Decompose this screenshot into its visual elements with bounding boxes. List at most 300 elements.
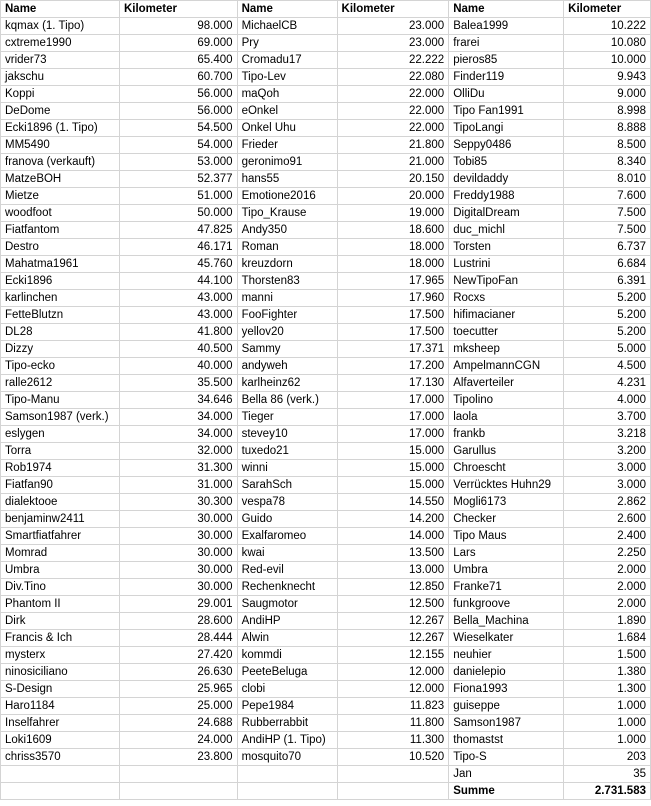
name-cell[interactable]: andyweh	[237, 358, 337, 375]
name-cell[interactable]: Fiatfan90	[1, 477, 120, 494]
kilometer-cell[interactable]: 6.684	[564, 256, 651, 273]
name-cell[interactable]: Tipo Fan1991	[449, 103, 564, 120]
kilometer-cell[interactable]: 43.000	[119, 290, 237, 307]
table-row	[1, 460, 651, 477]
kilometer-cell[interactable]: 1.684	[564, 630, 651, 647]
kilometer-cell[interactable]: 32.000	[119, 443, 237, 460]
kilometer-cell[interactable]: 3.000	[564, 477, 651, 494]
kilometer-cell[interactable]: 25.965	[119, 681, 237, 698]
table-row	[1, 494, 651, 511]
name-cell[interactable]: Tieger	[237, 409, 337, 426]
name-cell[interactable]	[1, 766, 120, 783]
name-cell[interactable]: Phantom II	[1, 596, 120, 613]
name-cell[interactable]: duc_michl	[449, 222, 564, 239]
name-cell[interactable]: Bella 86 (verk.)	[237, 392, 337, 409]
kilometer-cell[interactable]: 1.000	[564, 732, 651, 749]
kilometer-cell[interactable]: 31.300	[119, 460, 237, 477]
kilometer-cell[interactable]: 28.600	[119, 613, 237, 630]
name-cell[interactable]: geronimo91	[237, 154, 337, 171]
empty-cell[interactable]	[119, 783, 237, 800]
name-cell[interactable]: Freddy1988	[449, 188, 564, 205]
name-cell[interactable]: chriss3570	[1, 749, 120, 766]
kilometer-cell[interactable]: 13.500	[337, 545, 449, 562]
kilometer-cell[interactable]: 2.250	[564, 545, 651, 562]
name-cell[interactable]: Jan	[449, 766, 564, 783]
table-row	[1, 596, 651, 613]
kilometer-cell[interactable]: 24.000	[119, 732, 237, 749]
kilometer-cell[interactable]: 69.000	[119, 35, 237, 52]
kilometer-cell[interactable]: 1.890	[564, 613, 651, 630]
name-cell[interactable]: Tipolino	[449, 392, 564, 409]
kilometer-cell[interactable]: 30.000	[119, 579, 237, 596]
empty-cell[interactable]	[337, 783, 449, 800]
name-cell[interactable]: Finder119	[449, 69, 564, 86]
header-row	[1, 1, 651, 18]
name-cell[interactable]: Red-evil	[237, 562, 337, 579]
name-cell[interactable]: Wieselkater	[449, 630, 564, 647]
kilometer-cell[interactable]: 4.500	[564, 358, 651, 375]
name-cell[interactable]: Franke71	[449, 579, 564, 596]
kilometer-cell[interactable]: 9.000	[564, 86, 651, 103]
kilometer-cell[interactable]: 20.150	[337, 171, 449, 188]
name-cell[interactable]: DL28	[1, 324, 120, 341]
kilometer-cell[interactable]: 18.600	[337, 222, 449, 239]
name-cell[interactable]: Fiona1993	[449, 681, 564, 698]
kilometer-cell[interactable]: 3.200	[564, 443, 651, 460]
kilometer-cell[interactable]: 30.300	[119, 494, 237, 511]
name-cell[interactable]: jakschu	[1, 69, 120, 86]
kilometer-cell[interactable]	[337, 766, 449, 783]
kilometer-cell[interactable]: 18.000	[337, 256, 449, 273]
table-row	[1, 426, 651, 443]
kilometer-cell[interactable]: 17.965	[337, 273, 449, 290]
kilometer-cell[interactable]: 22.000	[337, 86, 449, 103]
kilometer-cell[interactable]: 2.600	[564, 511, 651, 528]
name-cell[interactable]: Torra	[1, 443, 120, 460]
name-cell[interactable]: Mietze	[1, 188, 120, 205]
name-cell[interactable]: Koppi	[1, 86, 120, 103]
kilometer-cell[interactable]: 40.000	[119, 358, 237, 375]
table-row	[1, 732, 651, 749]
kilometer-cell[interactable]: 23.000	[337, 18, 449, 35]
table-row	[1, 69, 651, 86]
kilometer-cell[interactable]: 47.825	[119, 222, 237, 239]
kilometer-cell[interactable]: 3.000	[564, 460, 651, 477]
name-cell[interactable]: Onkel Uhu	[237, 120, 337, 137]
kilometer-cell[interactable]: 8.500	[564, 137, 651, 154]
kilometer-cell[interactable]: 1.500	[564, 647, 651, 664]
kilometer-cell[interactable]: 1.000	[564, 698, 651, 715]
kilometer-cell[interactable]: 14.550	[337, 494, 449, 511]
name-cell[interactable]: Tobi85	[449, 154, 564, 171]
name-cell[interactable]: kommdi	[237, 647, 337, 664]
name-cell[interactable]: Saugmotor	[237, 596, 337, 613]
name-cell[interactable]: cxtreme1990	[1, 35, 120, 52]
kilometer-cell[interactable]: 11.823	[337, 698, 449, 715]
kilometer-cell[interactable]: 44.100	[119, 273, 237, 290]
name-cell[interactable]: frarei	[449, 35, 564, 52]
kilometer-cell[interactable]: 17.500	[337, 307, 449, 324]
kilometer-cell[interactable]: 8.340	[564, 154, 651, 171]
name-cell[interactable]: Checker	[449, 511, 564, 528]
name-cell[interactable]: mksheep	[449, 341, 564, 358]
name-cell[interactable]: Lustrini	[449, 256, 564, 273]
name-cell[interactable]: Rob1974	[1, 460, 120, 477]
summary-value[interactable]: 2.731.583	[564, 783, 651, 800]
kilometer-cell[interactable]: 23.800	[119, 749, 237, 766]
name-cell[interactable]: mosquito70	[237, 749, 337, 766]
kilometer-cell[interactable]: 4.231	[564, 375, 651, 392]
kilometer-cell[interactable]: 52.377	[119, 171, 237, 188]
kilometer-cell[interactable]: 17.500	[337, 324, 449, 341]
name-cell[interactable]: Seppy0486	[449, 137, 564, 154]
kilometer-cell[interactable]: 7.500	[564, 205, 651, 222]
name-cell[interactable]: Dizzy	[1, 341, 120, 358]
kilometer-cell[interactable]: 17.960	[337, 290, 449, 307]
name-cell[interactable]: guiseppe	[449, 698, 564, 715]
kilometer-cell[interactable]: 13.000	[337, 562, 449, 579]
kilometer-cell[interactable]: 98.000	[119, 18, 237, 35]
kilometer-cell[interactable]: 22.080	[337, 69, 449, 86]
name-cell[interactable]: Verrücktes Huhn29	[449, 477, 564, 494]
kilometer-cell[interactable]: 7.500	[564, 222, 651, 239]
kilometer-cell[interactable]: 17.000	[337, 392, 449, 409]
name-cell[interactable]: Samson1987	[449, 715, 564, 732]
kilometer-cell[interactable]: 2.000	[564, 562, 651, 579]
name-cell[interactable]: mysterx	[1, 647, 120, 664]
kilometer-cell[interactable]: 46.171	[119, 239, 237, 256]
kilometer-cell[interactable]: 203	[564, 749, 651, 766]
kilometer-cell[interactable]: 17.371	[337, 341, 449, 358]
name-cell[interactable]: benjaminw2411	[1, 511, 120, 528]
kilometer-cell[interactable]: 9.943	[564, 69, 651, 86]
kilometer-cell[interactable]: 51.000	[119, 188, 237, 205]
kilometer-cell[interactable]: 10.000	[564, 52, 651, 69]
kilometer-cell[interactable]: 12.267	[337, 630, 449, 647]
name-cell[interactable]: MatzeBOH	[1, 171, 120, 188]
kilometer-cell[interactable]: 60.700	[119, 69, 237, 86]
kilometer-cell[interactable]: 14.000	[337, 528, 449, 545]
name-cell[interactable]: AmpelmannCGN	[449, 358, 564, 375]
kilometer-cell[interactable]: 35	[564, 766, 651, 783]
name-cell[interactable]: AndiHP	[237, 613, 337, 630]
name-cell[interactable]: S-Design	[1, 681, 120, 698]
empty-cell[interactable]	[1, 783, 120, 800]
name-cell[interactable]: Garullus	[449, 443, 564, 460]
kilometer-cell[interactable]: 12.500	[337, 596, 449, 613]
name-cell[interactable]: karlheinz62	[237, 375, 337, 392]
kilometer-cell[interactable]: 15.000	[337, 477, 449, 494]
name-cell[interactable]: Momrad	[1, 545, 120, 562]
name-cell[interactable]: Rubberrabbit	[237, 715, 337, 732]
header-name-3[interactable]: Name	[449, 1, 564, 18]
kilometer-cell[interactable]: 30.000	[119, 528, 237, 545]
kilometer-cell[interactable]: 34.000	[119, 409, 237, 426]
kilometer-cell[interactable]: 34.000	[119, 426, 237, 443]
name-cell[interactable]: Tipo-Manu	[1, 392, 120, 409]
name-cell[interactable]: Torsten	[449, 239, 564, 256]
name-cell[interactable]: frankb	[449, 426, 564, 443]
name-cell[interactable]: hifimacianer	[449, 307, 564, 324]
kilometer-cell[interactable]: 8.888	[564, 120, 651, 137]
name-cell[interactable]: franova (verkauft)	[1, 154, 120, 171]
name-cell[interactable]: Lars	[449, 545, 564, 562]
name-cell[interactable]: Rechenknecht	[237, 579, 337, 596]
kilometer-cell[interactable]: 6.391	[564, 273, 651, 290]
name-cell[interactable]: thomastst	[449, 732, 564, 749]
name-cell[interactable]: Andy350	[237, 222, 337, 239]
name-cell[interactable]: Francis & Ich	[1, 630, 120, 647]
kilometer-cell[interactable]: 22.000	[337, 103, 449, 120]
kilometer-cell[interactable]: 56.000	[119, 86, 237, 103]
table-row	[1, 239, 651, 256]
name-cell[interactable]: Ecki1896	[1, 273, 120, 290]
name-cell[interactable]: Bella_Machina	[449, 613, 564, 630]
name-cell[interactable]: Dirk	[1, 613, 120, 630]
kilometer-cell[interactable]: 26.630	[119, 664, 237, 681]
kilometer-cell[interactable]: 10.222	[564, 18, 651, 35]
kilometer-cell[interactable]: 54.500	[119, 120, 237, 137]
name-cell[interactable]: MichaelCB	[237, 18, 337, 35]
kilometer-cell[interactable]: 22.222	[337, 52, 449, 69]
name-cell[interactable]: vrider73	[1, 52, 120, 69]
header-name-1[interactable]: Name	[1, 1, 120, 18]
kilometer-cell[interactable]: 34.646	[119, 392, 237, 409]
kilometer-cell[interactable]: 3.700	[564, 409, 651, 426]
kilometer-cell[interactable]: 2.400	[564, 528, 651, 545]
kilometer-cell[interactable]: 14.200	[337, 511, 449, 528]
name-cell[interactable]: Cromadu17	[237, 52, 337, 69]
kilometer-cell[interactable]: 15.000	[337, 460, 449, 477]
name-cell[interactable]: Div.Tino	[1, 579, 120, 596]
kilometer-cell[interactable]: 12.155	[337, 647, 449, 664]
kilometer-cell[interactable]: 23.000	[337, 35, 449, 52]
kilometer-cell[interactable]: 17.000	[337, 409, 449, 426]
kilometer-cell[interactable]: 27.420	[119, 647, 237, 664]
name-cell[interactable]: vespa78	[237, 494, 337, 511]
name-cell[interactable]: Tipo Maus	[449, 528, 564, 545]
kilometer-cell[interactable]: 17.000	[337, 426, 449, 443]
name-cell[interactable]: eslygen	[1, 426, 120, 443]
table-row	[1, 511, 651, 528]
table-row	[1, 188, 651, 205]
name-cell[interactable]: SarahSch	[237, 477, 337, 494]
name-cell[interactable]: Guido	[237, 511, 337, 528]
empty-cell[interactable]	[237, 783, 337, 800]
name-cell[interactable]: Mogli6173	[449, 494, 564, 511]
kilometer-cell[interactable]: 53.000	[119, 154, 237, 171]
table-row	[1, 103, 651, 120]
kilometer-cell[interactable]: 5.200	[564, 290, 651, 307]
kilometer-cell[interactable]: 18.000	[337, 239, 449, 256]
name-cell[interactable]: Alwin	[237, 630, 337, 647]
name-cell[interactable]: Pry	[237, 35, 337, 52]
name-cell[interactable]: eOnkel	[237, 103, 337, 120]
kilometer-cell[interactable]: 28.444	[119, 630, 237, 647]
name-cell[interactable]: Umbra	[449, 562, 564, 579]
name-cell[interactable]: funkgroove	[449, 596, 564, 613]
kilometer-cell[interactable]: 8.010	[564, 171, 651, 188]
name-cell[interactable]: kqmax (1. Tipo)	[1, 18, 120, 35]
kilometer-cell[interactable]: 22.000	[337, 120, 449, 137]
name-cell[interactable]: Tipo-S	[449, 749, 564, 766]
name-cell[interactable]: Loki1609	[1, 732, 120, 749]
kilometer-cell[interactable]: 30.000	[119, 545, 237, 562]
kilometer-cell[interactable]: 2.000	[564, 596, 651, 613]
kilometer-cell[interactable]: 24.688	[119, 715, 237, 732]
name-cell[interactable]: Balea1999	[449, 18, 564, 35]
kilometer-cell[interactable]: 50.000	[119, 205, 237, 222]
kilometer-cell[interactable]: 17.130	[337, 375, 449, 392]
kilometer-cell[interactable]: 5.200	[564, 324, 651, 341]
table-row	[1, 766, 651, 783]
table-row	[1, 409, 651, 426]
name-cell[interactable]: tuxedo21	[237, 443, 337, 460]
name-cell[interactable]: MM5490	[1, 137, 120, 154]
kilometer-cell[interactable]: 31.000	[119, 477, 237, 494]
kilometer-cell[interactable]: 12.000	[337, 664, 449, 681]
kilometer-cell[interactable]: 1.000	[564, 715, 651, 732]
name-cell[interactable]: Smartfiatfahrer	[1, 528, 120, 545]
kilometer-cell[interactable]: 12.267	[337, 613, 449, 630]
kilometer-cell[interactable]: 30.000	[119, 562, 237, 579]
name-cell[interactable]: Inselfahrer	[1, 715, 120, 732]
kilometer-cell[interactable]: 4.000	[564, 392, 651, 409]
name-cell[interactable]: kwai	[237, 545, 337, 562]
name-cell[interactable]: Exalfaromeo	[237, 528, 337, 545]
name-cell[interactable]: Chroescht	[449, 460, 564, 477]
kilometer-cell[interactable]: 56.000	[119, 103, 237, 120]
name-cell[interactable]: Tipo-ecko	[1, 358, 120, 375]
name-cell[interactable]: yellov20	[237, 324, 337, 341]
name-cell[interactable]: neuhier	[449, 647, 564, 664]
kilometer-cell[interactable]: 11.300	[337, 732, 449, 749]
kilometer-cell[interactable]: 29.001	[119, 596, 237, 613]
kilometer-cell[interactable]: 3.218	[564, 426, 651, 443]
name-cell[interactable]: Alfaverteiler	[449, 375, 564, 392]
name-cell[interactable]: AndiHP (1. Tipo)	[237, 732, 337, 749]
table-row	[1, 35, 651, 52]
name-cell[interactable]: danielepio	[449, 664, 564, 681]
name-cell[interactable]: FooFighter	[237, 307, 337, 324]
name-cell[interactable]: Tipo-Lev	[237, 69, 337, 86]
kilometer-cell[interactable]: 25.000	[119, 698, 237, 715]
table-row	[1, 749, 651, 766]
kilometer-cell[interactable]: 2.862	[564, 494, 651, 511]
kilometer-cell[interactable]: 1.300	[564, 681, 651, 698]
name-cell[interactable]: Pepe1984	[237, 698, 337, 715]
kilometer-cell[interactable]: 2.000	[564, 579, 651, 596]
name-cell[interactable]: stevey10	[237, 426, 337, 443]
name-cell[interactable]: Roman	[237, 239, 337, 256]
name-cell[interactable]: FetteBlutzn	[1, 307, 120, 324]
table-row	[1, 52, 651, 69]
name-cell[interactable]: kreuzdorn	[237, 256, 337, 273]
table-row	[1, 392, 651, 409]
kilometer-cell[interactable]: 41.800	[119, 324, 237, 341]
name-cell[interactable]: Samson1987 (verk.)	[1, 409, 120, 426]
kilometer-cell[interactable]: 6.737	[564, 239, 651, 256]
name-cell[interactable]: Thorsten83	[237, 273, 337, 290]
name-cell[interactable]: Emotione2016	[237, 188, 337, 205]
kilometer-cell[interactable]: 10.080	[564, 35, 651, 52]
kilometer-cell[interactable]: 21.800	[337, 137, 449, 154]
kilometer-cell[interactable]: 1.380	[564, 664, 651, 681]
kilometer-cell[interactable]: 5.000	[564, 341, 651, 358]
name-cell[interactable]: clobi	[237, 681, 337, 698]
kilometer-cell[interactable]: 7.600	[564, 188, 651, 205]
name-cell[interactable]: maQoh	[237, 86, 337, 103]
kilometer-cell[interactable]: 35.500	[119, 375, 237, 392]
name-cell[interactable]: Rocxs	[449, 290, 564, 307]
kilometer-cell[interactable]: 65.400	[119, 52, 237, 69]
kilometer-cell[interactable]: 54.000	[119, 137, 237, 154]
name-cell[interactable]: PeeteBeluga	[237, 664, 337, 681]
name-cell[interactable]: Ecki1896 (1. Tipo)	[1, 120, 120, 137]
name-cell[interactable]: Sammy	[237, 341, 337, 358]
name-cell[interactable]: TipoLangi	[449, 120, 564, 137]
header-kilometer-2[interactable]: Kilometer	[337, 1, 449, 18]
header-kilometer-3[interactable]: Kilometer	[564, 1, 651, 18]
table-row	[1, 256, 651, 273]
name-cell[interactable]	[237, 766, 337, 783]
name-cell[interactable]: ninosiciliano	[1, 664, 120, 681]
name-cell[interactable]: laola	[449, 409, 564, 426]
kilometer-cell[interactable]	[119, 766, 237, 783]
name-cell[interactable]: Umbra	[1, 562, 120, 579]
kilometer-cell[interactable]: 45.760	[119, 256, 237, 273]
kilometer-cell[interactable]: 11.800	[337, 715, 449, 732]
kilometer-cell[interactable]: 15.000	[337, 443, 449, 460]
name-cell[interactable]: DeDome	[1, 103, 120, 120]
name-cell[interactable]: dialektooe	[1, 494, 120, 511]
kilometer-cell[interactable]: 12.850	[337, 579, 449, 596]
summary-label[interactable]: Summe	[449, 783, 564, 800]
name-cell[interactable]: Fiatfantom	[1, 222, 120, 239]
name-cell[interactable]: Mahatma1961	[1, 256, 120, 273]
name-cell[interactable]: woodfoot	[1, 205, 120, 222]
name-cell[interactable]: hans55	[237, 171, 337, 188]
name-cell[interactable]: ralle2612	[1, 375, 120, 392]
name-cell[interactable]: toecutter	[449, 324, 564, 341]
name-cell[interactable]: karlinchen	[1, 290, 120, 307]
name-cell[interactable]: Haro1184	[1, 698, 120, 715]
name-cell[interactable]: OlliDu	[449, 86, 564, 103]
header-kilometer-1[interactable]: Kilometer	[119, 1, 237, 18]
kilometer-cell[interactable]: 43.000	[119, 307, 237, 324]
name-cell[interactable]: Frieder	[237, 137, 337, 154]
name-cell[interactable]: pieros85	[449, 52, 564, 69]
name-cell[interactable]: DigitalDream	[449, 205, 564, 222]
kilometer-cell[interactable]: 20.000	[337, 188, 449, 205]
name-cell[interactable]: manni	[237, 290, 337, 307]
name-cell[interactable]: devildaddy	[449, 171, 564, 188]
name-cell[interactable]: winni	[237, 460, 337, 477]
kilometer-cell[interactable]: 8.998	[564, 103, 651, 120]
header-name-2[interactable]: Name	[237, 1, 337, 18]
kilometer-cell[interactable]: 30.000	[119, 511, 237, 528]
name-cell[interactable]: Destro	[1, 239, 120, 256]
name-cell[interactable]: Tipo_Krause	[237, 205, 337, 222]
kilometer-cell[interactable]: 12.000	[337, 681, 449, 698]
kilometer-cell[interactable]: 17.200	[337, 358, 449, 375]
kilometer-cell[interactable]: 21.000	[337, 154, 449, 171]
kilometer-cell[interactable]: 10.520	[337, 749, 449, 766]
kilometer-cell[interactable]: 5.200	[564, 307, 651, 324]
name-cell[interactable]: NewTipoFan	[449, 273, 564, 290]
kilometer-cell[interactable]: 19.000	[337, 205, 449, 222]
kilometer-cell[interactable]: 40.500	[119, 341, 237, 358]
